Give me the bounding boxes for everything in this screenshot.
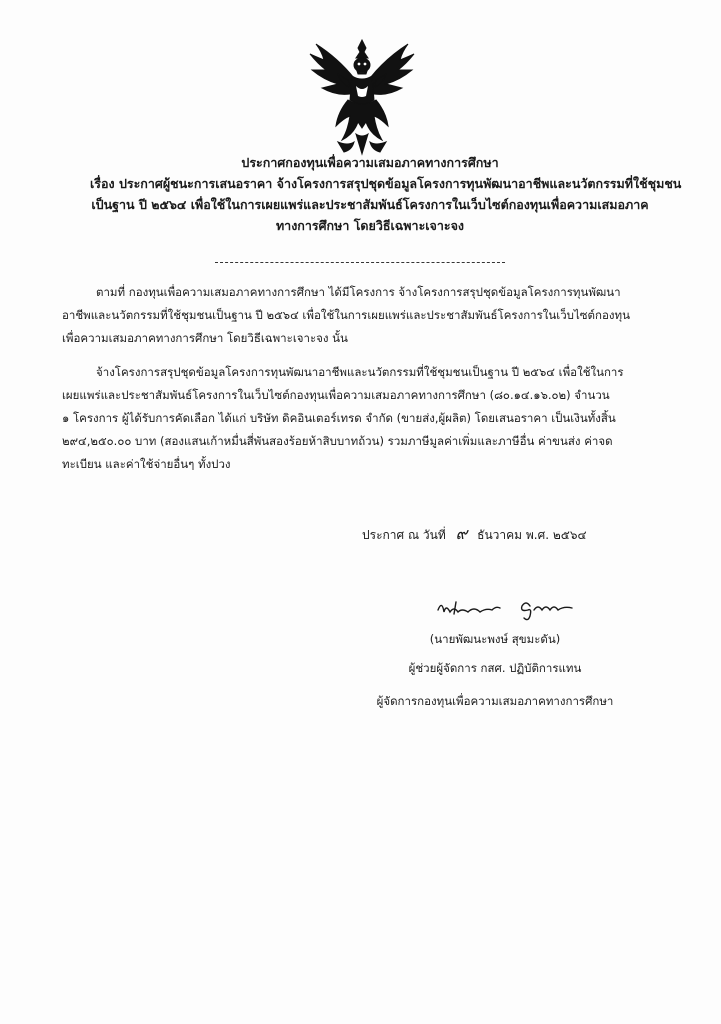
garuda-emblem-icon: [308, 38, 416, 158]
signer-position: ผู้จัดการกองทุนเพื่อความเสมอภาคทางการศึกษา: [376, 694, 614, 708]
title-line: ประกาศกองทุนเพื่อความเสมอภาคทางการศึกษา: [241, 155, 499, 170]
subject-line: ทางการศึกษา โดยวิธีเฉพาะเจาะจง: [275, 218, 465, 233]
paragraph-line: ๒๙๔,๒๕๐.๐๐ บาท (สองแสนเก้าหมื่นสี่พันสองร้อยห้าสิบบาทถ้วน) รวมภาษีมูลค่าเพิ่มและภาษีอื่น ค่าขนส่ง ค่าจด: [62, 434, 613, 448]
body-paragraph-2: [62, 361, 652, 476]
date-day: ๙: [455, 524, 468, 543]
paragraph-line: เผยแพร่และประชาสัมพันธ์โครงการในเว็บไซต์กองทุนเพื่อความเสมอภาคทางการศึกษา (๘๐.๑๔.๑๖.๐๒) จำนวน: [62, 388, 610, 402]
handwritten-signature-icon: [434, 596, 584, 622]
signer-name: (นายพัฒนะพงษ์ สุขมะดัน): [429, 632, 561, 646]
paragraph-line: ตามที่ กองทุนเพื่อความเสมอภาคทางการศึกษา ได้มีโครงการ จ้างโครงการสรุปชุดข้อมูลโครงการทุนพัฒนา: [96, 285, 621, 299]
paragraph-line: จ้างโครงการสรุปชุดข้อมูลโครงการทุนพัฒนาอาชีพและนวัตกรรมที่ใช้ชุมชนเป็นฐาน ปี ๒๕๖๔ เพื่อใช้ในการ: [96, 365, 624, 379]
subject-line: เรื่อง ประกาศผู้ชนะการเสนอราคา จ้างโครงการสรุปชุดข้อมูลโครงการทุนพัฒนาอาชีพและนวัตกรรมที่ใช้ชุมชน: [90, 176, 682, 191]
paragraph-line: ทะเบียน และค่าใช้จ่ายอื่นๆ ทั้งปวง: [62, 457, 231, 471]
date-prefix: ประกาศ ณ วันที่: [362, 528, 446, 542]
paragraph-line: เพื่อความเสมอภาคทางการศึกษา โดยวิธีเฉพาะเจาะจง นั้น: [62, 331, 348, 345]
paragraph-line: อาชีพและนวัตกรรมที่ใช้ชุมชนเป็นฐาน ปี ๒๕๖๔ เพื่อใช้ในการเผยแพร่และประชาสัมพันธ์โครงการในเว็บไซต์กองทุน: [62, 308, 630, 322]
divider: [215, 262, 505, 263]
body-paragraph-1: [62, 281, 652, 350]
subject-line: เป็นฐาน ปี ๒๕๖๔ เพื่อใช้ในการเผยแพร่และประชาสัมพันธ์โครงการในเว็บไซต์กองทุนเพื่อความเสมอภาค: [91, 197, 649, 212]
paragraph-line: ๑ โครงการ ผู้ได้รับการคัดเลือก ได้แก่ บริษัท ดิคอินเตอร์เทรด จำกัด (ขายส่ง,ผู้ผลิต) โดยเสนอราคา เป็นเงินทั้งสิ้น: [62, 411, 616, 425]
announcement-date: [362, 522, 587, 547]
date-month-year: ธันวาคม พ.ศ. ๒๕๖๔: [477, 528, 587, 542]
document-title: [90, 152, 682, 236]
signer-position: ผู้ช่วยผู้จัดการ กสศ. ปฏิบัติการแทน: [408, 661, 582, 675]
